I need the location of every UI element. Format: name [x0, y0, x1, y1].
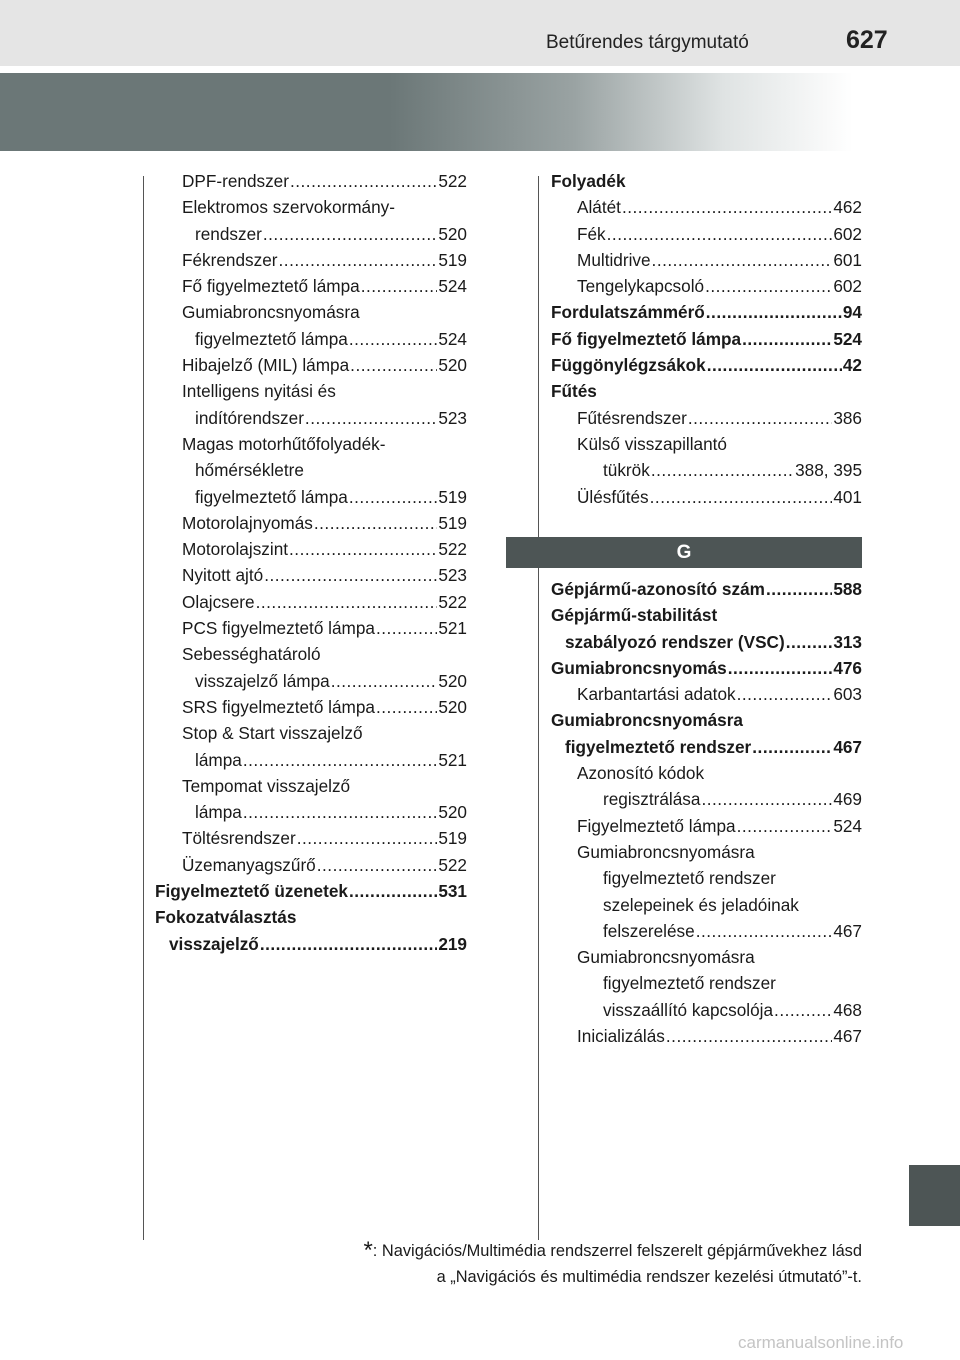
dot-leader — [361, 273, 438, 299]
index-entry — [551, 865, 862, 891]
index-entry-term: Motorolajnyomás — [182, 512, 313, 533]
index-entry-page: 467 — [833, 736, 862, 757]
index-entry-page: 467 — [833, 1026, 862, 1047]
index-entry-term: lámpa — [195, 749, 242, 770]
index-entry-term: PCS figyelmeztető lámpa — [182, 618, 375, 639]
index-entry — [551, 168, 862, 194]
index-entry-page: 520 — [438, 696, 467, 717]
dot-leader — [376, 694, 437, 720]
index-entry-term: Olajcsere — [182, 591, 255, 612]
index-entry-page: 467 — [833, 920, 862, 941]
index-entry — [551, 602, 862, 628]
index-entry — [551, 892, 862, 918]
index-entry — [551, 997, 862, 1023]
index-entry-page: 523 — [438, 407, 467, 428]
footnote — [270, 1238, 862, 1290]
watermark: carmanualsonline.info — [738, 1333, 904, 1352]
dot-leader — [376, 615, 437, 641]
index-entry-term: felszerelése — [603, 920, 695, 941]
index-entry-page: 602 — [833, 276, 862, 297]
dot-leader — [256, 589, 438, 615]
index-entry — [155, 799, 467, 825]
index-entry-page: 601 — [833, 249, 862, 270]
index-entry-page: 519 — [438, 828, 467, 849]
index-entry-term: Fűtés — [551, 381, 597, 402]
dot-leader — [650, 484, 833, 510]
index-entry-page: 520 — [438, 802, 467, 823]
index-entry-term: Inicializálás — [577, 1026, 665, 1047]
index-entry-term: Fékrendszer — [182, 249, 278, 270]
index-entry-term: Nyitott ajtó — [182, 565, 264, 586]
dot-leader — [701, 786, 832, 812]
index-entry-term: Hibajelző (MIL) lámpa — [182, 355, 350, 376]
index-entry-page: 313 — [833, 631, 862, 652]
index-column-left — [155, 168, 467, 957]
index-entry — [551, 247, 862, 273]
index-entry — [155, 484, 467, 510]
index-entry — [155, 405, 467, 431]
index-entry-page: 522 — [438, 591, 467, 612]
index-entry — [551, 707, 862, 733]
index-entry-term: lámpa — [195, 802, 242, 823]
index-entry-term: Ülésfűtés — [577, 486, 649, 507]
index-entry — [155, 326, 467, 352]
index-entry-page: 401 — [833, 486, 862, 507]
index-entry — [155, 641, 467, 667]
index-entry-term: figyelmeztető rendszer — [565, 736, 752, 757]
index-entry-page: 531 — [438, 881, 467, 902]
dot-leader — [263, 221, 437, 247]
index-entry-term: Gépjármű-azonosító szám — [551, 579, 765, 599]
index-entry — [155, 773, 467, 799]
index-entry-term: Gumiabroncsnyomásra — [182, 302, 360, 323]
index-entry-term: figyelmeztető rendszer — [603, 868, 776, 889]
index-entry — [551, 221, 862, 247]
index-entry-term: szelepeinek és jeladóinak — [603, 894, 799, 915]
index-entry — [155, 720, 467, 746]
dot-leader — [752, 734, 832, 760]
index-entry — [155, 747, 467, 773]
index-entry — [155, 825, 467, 851]
index-entry — [551, 629, 862, 655]
index-entry — [155, 247, 467, 273]
index-entry-page: 524 — [833, 328, 862, 349]
index-entry-term: Stop & Start visszajelző — [182, 723, 363, 744]
dot-leader — [289, 536, 437, 562]
dot-leader — [243, 747, 438, 773]
footnote-line-2: a „Navigációs és multimédia rendszer kezelési útmutató”-t. — [436, 1268, 862, 1286]
dot-leader — [350, 352, 437, 378]
index-entry-term: figyelmeztető lámpa — [195, 328, 348, 349]
index-entry — [551, 1023, 862, 1049]
index-entry-term: Folyadék — [551, 171, 626, 191]
dot-leader — [742, 326, 832, 352]
dot-leader — [331, 668, 438, 694]
index-entry — [551, 299, 862, 325]
index-entry — [551, 970, 862, 996]
index-entry-page: 462 — [833, 197, 862, 218]
dot-leader — [622, 194, 832, 220]
index-entry — [155, 536, 467, 562]
index-entry-term: Fő figyelmeztető lámpa — [182, 276, 360, 297]
index-entry-page: 468 — [833, 999, 862, 1020]
dot-leader — [297, 825, 438, 851]
index-entry-term: Intelligens nyitási és — [182, 381, 336, 402]
dot-leader — [696, 918, 833, 944]
index-entry-term: SRS figyelmeztető lámpa — [182, 696, 375, 717]
index-entry-page: 603 — [833, 684, 862, 705]
header-bar — [0, 0, 960, 66]
index-entry — [155, 878, 467, 904]
dot-leader — [317, 852, 438, 878]
index-entry-term: Figyelmeztető üzenetek — [155, 881, 348, 902]
dot-leader — [607, 221, 833, 247]
index-entry — [551, 484, 862, 510]
index-entry — [551, 576, 862, 602]
dot-leader — [349, 878, 437, 904]
index-entry-term: Azonosító kódok — [577, 763, 705, 784]
index-entry-page: 588 — [833, 579, 862, 599]
index-entry-term: Gumiabroncsnyomásra — [577, 841, 755, 862]
index-entry — [155, 904, 467, 930]
center-column-rule — [538, 176, 539, 1240]
index-entry — [551, 760, 862, 786]
index-entry — [551, 457, 862, 483]
index-entry-page: 520 — [438, 670, 467, 691]
index-entry-term: hőmérsékletre — [195, 460, 304, 481]
index-entry — [551, 655, 862, 681]
index-entry-page: 524 — [833, 815, 862, 836]
index-entry-page: 94 — [842, 302, 862, 323]
index-entry-page: 219 — [438, 933, 467, 954]
page-number: 627 — [846, 26, 888, 54]
section-letter: G — [676, 542, 692, 563]
index-entry-term: Alátét — [577, 197, 621, 218]
index-entry-page: 42 — [842, 355, 862, 376]
index-entry-page: 602 — [833, 223, 862, 244]
index-entry-term: Gumiabroncsnyomásra — [551, 710, 743, 731]
index-entry — [155, 615, 467, 641]
dot-leader — [705, 273, 832, 299]
index-entry — [551, 839, 862, 865]
index-entry-term: Függönylégzsákok — [551, 355, 706, 376]
index-entry-term: Karbantartási adatok — [577, 684, 736, 705]
dot-leader — [766, 576, 832, 602]
index-entry — [155, 668, 467, 694]
index-entry-page: 519 — [438, 512, 467, 533]
index-entry — [155, 457, 467, 483]
index-entry-page: 520 — [438, 223, 467, 244]
left-column-rule — [143, 176, 144, 1240]
index-entry — [551, 786, 862, 812]
index-entry-term: DPF-rendszer — [182, 171, 289, 191]
dot-leader — [666, 1023, 832, 1049]
dot-leader — [305, 405, 437, 431]
index-entry — [551, 326, 862, 352]
index-entry-term: indítórendszer — [195, 407, 304, 428]
dot-leader — [652, 247, 833, 273]
index-entry — [155, 589, 467, 615]
footnote-line-1: *: Navigációs/Multimédia rendszerrel felszerelt gépjárművekhez lásd — [363, 1237, 862, 1264]
index-entry-term: Fokozatválasztás — [155, 907, 297, 928]
index-entry-term: Gépjármű-stabilitást — [551, 605, 718, 626]
index-entry — [155, 694, 467, 720]
header-banner — [0, 73, 927, 151]
index-entry-term: Fordulatszámmérő — [551, 302, 705, 323]
index-entry-page: 522 — [438, 539, 467, 560]
index-entry-page: 519 — [438, 249, 467, 270]
index-entry — [155, 378, 467, 404]
index-entry-term: Multidrive — [577, 249, 651, 270]
index-entry-term: Figyelmeztető lámpa — [577, 815, 736, 836]
index-entry — [155, 273, 467, 299]
dot-leader — [260, 931, 438, 957]
index-entry — [155, 431, 467, 457]
page-title: Betűrendes tárgymutató — [546, 32, 749, 53]
dot-leader — [349, 326, 437, 352]
index-entry-page: 524 — [438, 276, 467, 297]
index-entry-term: Tempomat visszajelző — [182, 775, 351, 796]
index-entry-term: Tengelykapcsoló — [577, 276, 705, 297]
index-entry — [155, 221, 467, 247]
index-entry — [155, 352, 467, 378]
index-entry-term: Magas motorhűtőfolyadék- — [182, 433, 386, 454]
index-entry-page: 524 — [438, 328, 467, 349]
index-entry-term: Külső visszapillantó — [577, 433, 727, 454]
footnote-star: * — [363, 1237, 373, 1264]
dot-leader — [774, 997, 832, 1023]
index-entry — [551, 352, 862, 378]
index-entry-page: 521 — [438, 618, 467, 639]
index-entry-term: Gumiabroncsnyomás — [551, 657, 727, 678]
dot-leader — [264, 562, 437, 588]
dot-leader — [243, 799, 438, 825]
index-entry-term: visszajelző lámpa — [195, 670, 330, 691]
index-entry-term: rendszer — [195, 223, 262, 244]
index-entry-term: figyelmeztető lámpa — [195, 486, 348, 507]
index-column-right-bottom — [551, 576, 862, 1049]
index-entry — [551, 944, 862, 970]
index-entry-page: 476 — [833, 657, 862, 678]
index-entry-page: 522 — [438, 171, 467, 191]
index-entry — [551, 734, 862, 760]
dot-leader — [737, 681, 833, 707]
index-entry-term: figyelmeztető rendszer — [603, 973, 776, 994]
index-entry-page: 522 — [438, 854, 467, 875]
index-entry — [155, 194, 467, 220]
dot-leader — [349, 484, 437, 510]
dot-leader — [290, 168, 437, 194]
index-entry-term: Töltésrendszer — [182, 828, 296, 849]
index-entry-term: Fűtésrendszer — [577, 407, 687, 428]
index-entry-term: visszaállító kapcsolója — [603, 999, 774, 1020]
index-entry — [155, 510, 467, 536]
index-entry — [155, 168, 467, 194]
index-entry-page: 519 — [438, 486, 467, 507]
index-entry — [551, 378, 862, 404]
index-entry-page: 388, 395 — [795, 460, 862, 481]
index-entry — [155, 562, 467, 588]
index-entry-page: 521 — [438, 749, 467, 770]
index-entry-page: 520 — [438, 355, 467, 376]
section-header-g — [506, 537, 862, 568]
dot-leader — [786, 629, 833, 655]
index-entry-term: Fő figyelmeztető lámpa — [551, 328, 742, 349]
dot-leader — [651, 457, 794, 483]
index-entry-term: Gumiabroncsnyomásra — [577, 947, 755, 968]
index-entry — [551, 194, 862, 220]
index-entry-term: Motorolajszint — [182, 539, 289, 560]
dot-leader — [688, 405, 832, 431]
index-entry — [551, 918, 862, 944]
index-entry — [551, 681, 862, 707]
index-entry — [551, 273, 862, 299]
index-entry — [551, 813, 862, 839]
index-entry-term: Elektromos szervokormány- — [182, 197, 395, 218]
index-entry-page: 523 — [438, 565, 467, 586]
index-entry-page: 469 — [833, 789, 862, 810]
index-entry-term: szabályozó rendszer (VSC) — [565, 631, 785, 652]
dot-leader — [707, 352, 842, 378]
index-entry-term: Sebességhatároló — [182, 644, 321, 665]
index-entry-term: Üzemanyagszűrő — [182, 854, 316, 875]
dot-leader — [728, 655, 833, 681]
index-entry-term: Fék — [577, 223, 606, 244]
index-column-right-top — [551, 168, 862, 510]
index-entry — [551, 405, 862, 431]
index-entry — [551, 431, 862, 457]
index-entry-term: regisztrálása — [603, 789, 701, 810]
dot-leader — [706, 299, 842, 325]
index-entry — [155, 931, 467, 957]
index-entry — [155, 852, 467, 878]
dot-leader — [737, 813, 833, 839]
dot-leader — [314, 510, 437, 536]
index-entry-term: visszajelző — [169, 933, 259, 954]
index-entry-term: tükrök — [603, 460, 650, 481]
chapter-side-tab — [909, 1165, 960, 1226]
index-entry — [155, 299, 467, 325]
index-entry-page: 386 — [833, 407, 862, 428]
dot-leader — [279, 247, 438, 273]
